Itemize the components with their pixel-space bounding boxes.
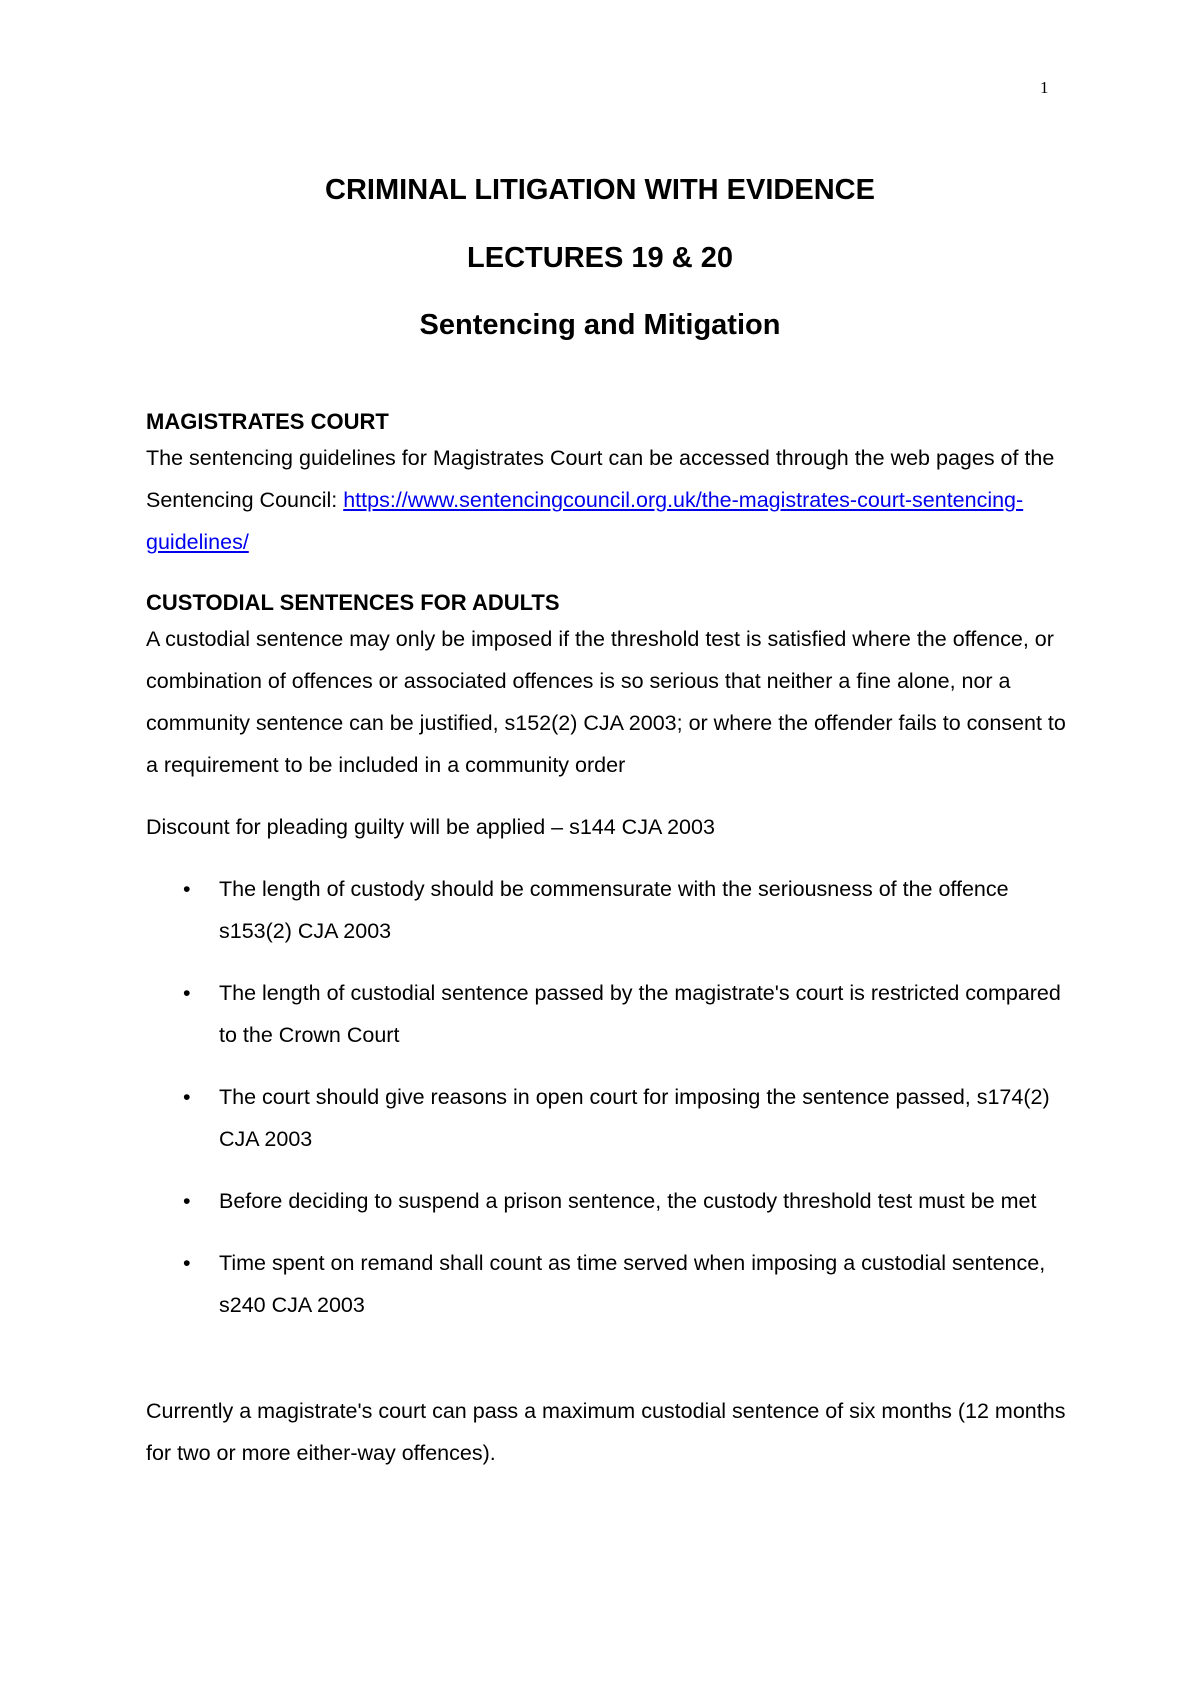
custodial-heading: CUSTODIAL SENTENCES FOR ADULTS <box>146 590 560 615</box>
magistrates-paragraph <box>146 437 1066 563</box>
magistrates-heading: MAGISTRATES COURT <box>146 409 389 434</box>
magistrates-text: The sentencing guidelines for Magistrates Court can be accessed through the web pages of the Sentencing Council: <box>146 446 1055 512</box>
bullet-icon: • <box>183 1189 191 1213</box>
closing-paragraph: Currently a magistrate's court can pass a maximum custodial sentence of six months (12 months for two or more either-way offences). <box>146 1399 1066 1465</box>
magistrates-section <box>146 407 1066 563</box>
list-item <box>146 1180 1066 1222</box>
document-title: CRIMINAL LITIGATION WITH EVIDENCE <box>325 174 875 206</box>
lecture-numbers: LECTURES 19 & 20 <box>467 242 733 274</box>
bullet-icon: • <box>183 981 191 1005</box>
list-item <box>146 972 1066 1056</box>
list-item-text: Before deciding to suspend a prison sentence, the custody threshold test must be met <box>219 1189 1037 1213</box>
list-item-text: The length of custody should be commensurate with the seriousness of the offence s153(2) CJA 2003 <box>219 877 1009 943</box>
bullet-icon: • <box>183 1085 191 1109</box>
sentencing-council-link[interactable]: https://www.sentencingcouncil.org.uk/the-magistrates-court-sentencing-guidelines/ <box>146 488 1024 554</box>
list-item-text: The court should give reasons in open court for imposing the sentence passed, s174(2) CJA 2003 <box>219 1085 1050 1151</box>
list-item-text: Time spent on remand shall count as time served when imposing a custodial sentence, s240 CJA 2003 <box>219 1251 1046 1317</box>
bullet-icon: • <box>183 1251 191 1275</box>
list-item-text: The length of custodial sentence passed by the magistrate's court is restricted compared to the Crown Court <box>219 981 1061 1047</box>
document-subtitle: Sentencing and Mitigation <box>419 309 781 341</box>
custody-bullet-list <box>146 868 1066 1346</box>
custodial-section <box>146 588 1066 786</box>
discount-paragraph: Discount for pleading guilty will be applied – s144 CJA 2003 <box>146 815 715 839</box>
list-item <box>146 1076 1066 1160</box>
bullet-icon: • <box>183 877 191 901</box>
page-number: 1 <box>1040 78 1049 97</box>
custodial-paragraph: A custodial sentence may only be imposed if the threshold test is satisfied where the offence, or combination of offences or associated offences is so serious that neither a fine alone, nor a community sentence can be justified, s152(2) CJA 2003; or where the offender fails to consent to a requirement to be included in a community order <box>146 627 1066 777</box>
list-item <box>146 1242 1066 1326</box>
list-item <box>146 868 1066 952</box>
